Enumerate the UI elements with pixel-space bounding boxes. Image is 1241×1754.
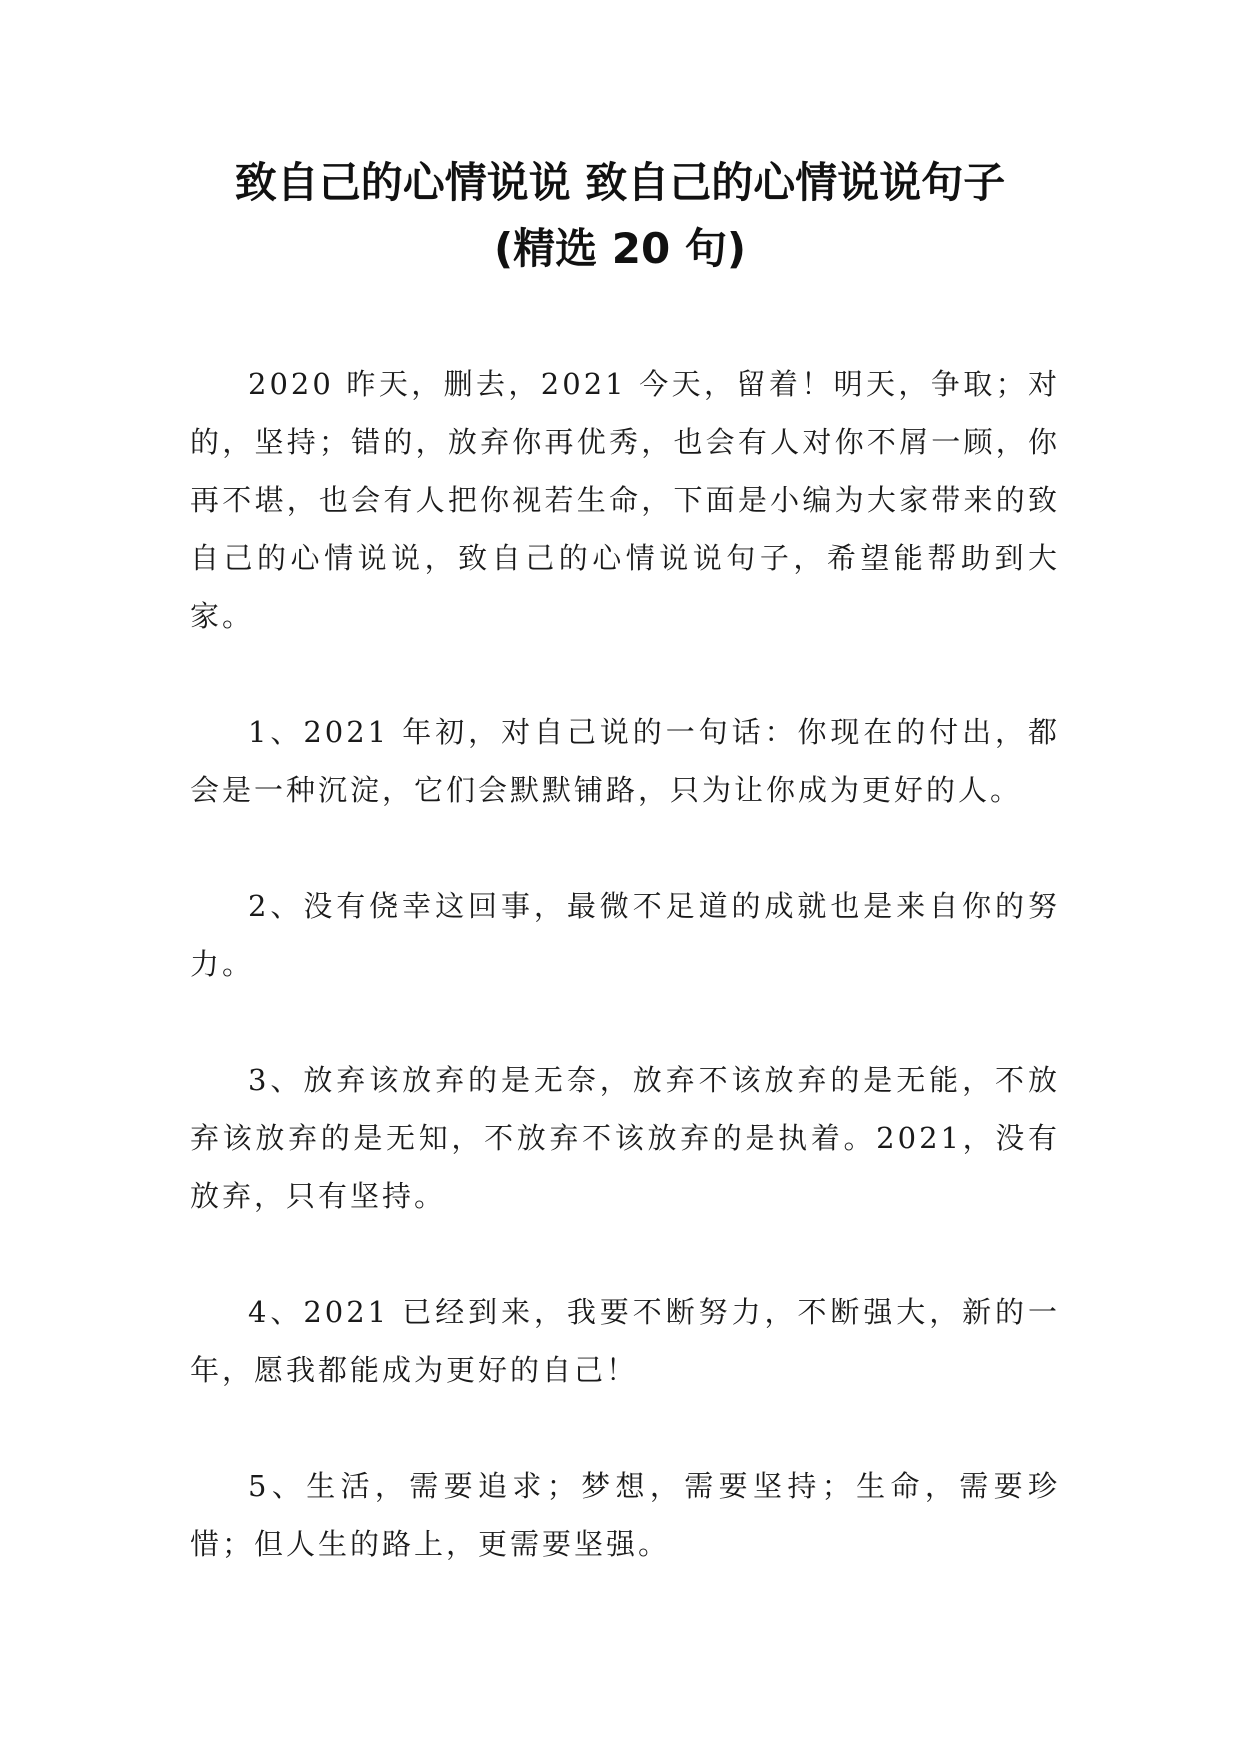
quote-paragraph-1: 1、2021 年初，对自己说的一句话：你现在的付出，都会是一种沉淀，它们会默默铺路，只为让你成为更好的人。 xyxy=(190,715,1060,807)
title-line-2: (精选 20 句) xyxy=(493,224,747,273)
title-line-1: 致自己的心情说说 致自己的心情说说句子 xyxy=(234,158,1006,207)
quote-paragraph-5: 5、生活，需要追求；梦想，需要坚持；生命，需要珍惜；但人生的路上，更需要坚强。 xyxy=(190,1469,1060,1561)
quote-paragraph-3: 3、放弃该放弃的是无奈，放弃不该放弃的是无能，不放弃该放弃的是无知，不放弃不该放弃的是执着。2021，没有放弃，只有坚持。 xyxy=(190,1063,1060,1213)
quote-paragraph-4: 4、2021 已经到来，我要不断努力，不断强大，新的一年，愿我都能成为更好的自己！ xyxy=(190,1295,1060,1387)
intro-paragraph: 2020 昨天，删去，2021 今天，留着！明天，争取；对的，坚持；错的，放弃你再优秀，也会有人对你不屑一顾，你再不堪，也会有人把你视若生命，下面是小编为大家带来的致自己的心情说说，致自己的心情说说句子，希望能帮助到大家。 xyxy=(190,367,1060,633)
page-title xyxy=(150,150,1090,282)
quote-paragraph-2: 2、没有侥幸这回事，最微不足道的成就也是来自你的努力。 xyxy=(190,889,1060,981)
document-body xyxy=(190,355,1060,1573)
